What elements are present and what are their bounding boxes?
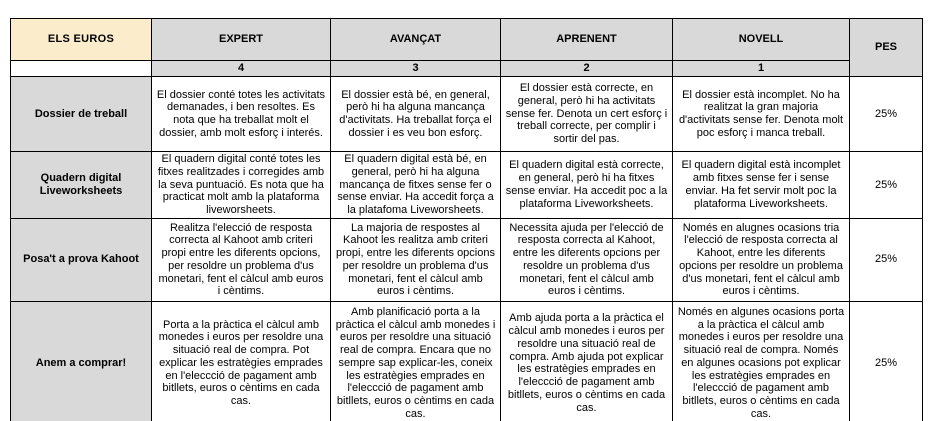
- rubric-cell: Només en alugnes ocasions tria l'elecció de resposta correcta al Kahoot, entre les diferents opcions per resoldre un problema d'us monetari, fent el càlcul amb euros i cèntims.: [673, 218, 850, 301]
- table-row-kahoot: [11, 218, 923, 301]
- pes-value: 25%: [850, 301, 923, 421]
- pes-value: 25%: [850, 152, 923, 219]
- rubric-cell: Realitza l'elecció de resposta correcta al Kahoot amb criteri propi entre les diferents opcions, per resoldre un problema d'us monetari, fent el càlcul amb euros i cèntims.: [152, 218, 331, 301]
- row-label-dossier: Dossier de treball: [11, 77, 152, 152]
- column-header-avancat: AVANÇAT: [331, 19, 501, 61]
- rubric-cell: Amb planificació porta a la pràctica el càlcul amb monedes i euros per resoldre una situació real de compra. Encara que no sempre sap explicar-les, coneix les estratègies emprades en l'eleccció de pagament amb bitllets, euros o cèntims en cada cas.: [331, 301, 501, 421]
- rubric-cell: La majoria de respostes al Kahoot les realitza amb criteri propi, entre les diferents opcions per resoldre un problema d'us monetari, fent el càlcul amb euros i cèntims.: [331, 218, 501, 301]
- rubric-cell: Només en algunes ocasions porta a la pràctica el càlcul amb monedes i euros per resoldre una situació real de compra. Només en algunes ocasions pot explicar les estratègies emprades en l'eleccció de pagament amb bitllets, euros o cèntims en cada cas.: [673, 301, 850, 421]
- rubric-cell: El dossier està bé, en general, però hi ha alguna mancança d'activitats. Ha treballat força el dossier i es veu bon esforç.: [331, 77, 501, 152]
- row-label-quadern: Quadern digital Liveworksheets: [11, 152, 152, 219]
- rubric-table: [10, 18, 923, 421]
- table-row-dossier: [11, 77, 923, 152]
- blank-cell: [11, 61, 152, 77]
- column-header-aprenent: APRENENT: [501, 19, 673, 61]
- pes-value: 25%: [850, 77, 923, 152]
- rubric-cell: El quadern digital està incomplet amb fitxes sense fer i sense enviar. Ha fet servir molt poc la plataforma Liveworksheets.: [673, 152, 850, 219]
- rubric-cell: El quadern digital conté totes les fitxes realitzades i corregides amb la seva puntuació. Es nota que ha practicat molt amb la plataforma liveworsheets.: [152, 152, 331, 219]
- rubric-cell: El dossier conté totes les activitats demanades, i ben resoltes. Es nota que ha treballat molt el dossier, amb molt esforç i interés.: [152, 77, 331, 152]
- rubric-title: ELS EUROS: [11, 19, 152, 61]
- table-row-quadern: [11, 152, 923, 219]
- column-header-expert: EXPERT: [152, 19, 331, 61]
- rubric-cell: El dossier està correcte, en general, però hi ha activitats sense fer. Denota un cert esforç i treball correcte, per complir i sortir del pas.: [501, 77, 673, 152]
- header-row: [11, 19, 923, 61]
- score-avancat: 3: [331, 61, 501, 77]
- score-novell: 1: [673, 61, 850, 77]
- pes-value: 25%: [850, 218, 923, 301]
- row-label-comprar: Anem a comprar!: [11, 301, 152, 421]
- table-row-comprar: [11, 301, 923, 421]
- column-header-pes: PES: [850, 19, 923, 77]
- rubric-cell: Necessita ajuda per l'elecció de resposta correcta al Kahoot, entre les diferents opcions per resoldre un problema d'us monetari, fent el càlcul amb euros i cèntims.: [501, 218, 673, 301]
- column-header-novell: NOVELL: [673, 19, 850, 61]
- row-label-kahoot: Posa't a prova Kahoot: [11, 218, 152, 301]
- score-aprenent: 2: [501, 61, 673, 77]
- rubric-cell: Amb ajuda porta a la pràctica el càlcul amb monedes i euros per resoldre una situació real de compra. Amb ajuda pot explicar les estratègies emprades en l'eleccció de pagament amb bitllets, euros o cèntims en cada cas.: [501, 301, 673, 421]
- rubric-cell: El quadern digital està bé, en general, però hi ha alguna mancança de fitxes sense fer o sense enviar. Ha accedit força a la platafoma Liveworsheets.: [331, 152, 501, 219]
- rubric-cell: El quadern digital està correcte, en general, però hi ha fitxes sense enviar. Ha accedit poc a la plataforma Liveworksheets.: [501, 152, 673, 219]
- score-expert: 4: [152, 61, 331, 77]
- rubric-cell: El dossier està incomplet. No ha realitzat la gran majoria d'activitats sense fer. Denota molt poc esforç i manca treball.: [673, 77, 850, 152]
- score-row: [11, 61, 923, 77]
- rubric-cell: Porta a la pràctica el càlcul amb monedes i euros per resoldre una situació real de compra. Pot explicar les estratègies emprades en l'eleccció de pagament amb bitllets, euros o cèntims en cada cas.: [152, 301, 331, 421]
